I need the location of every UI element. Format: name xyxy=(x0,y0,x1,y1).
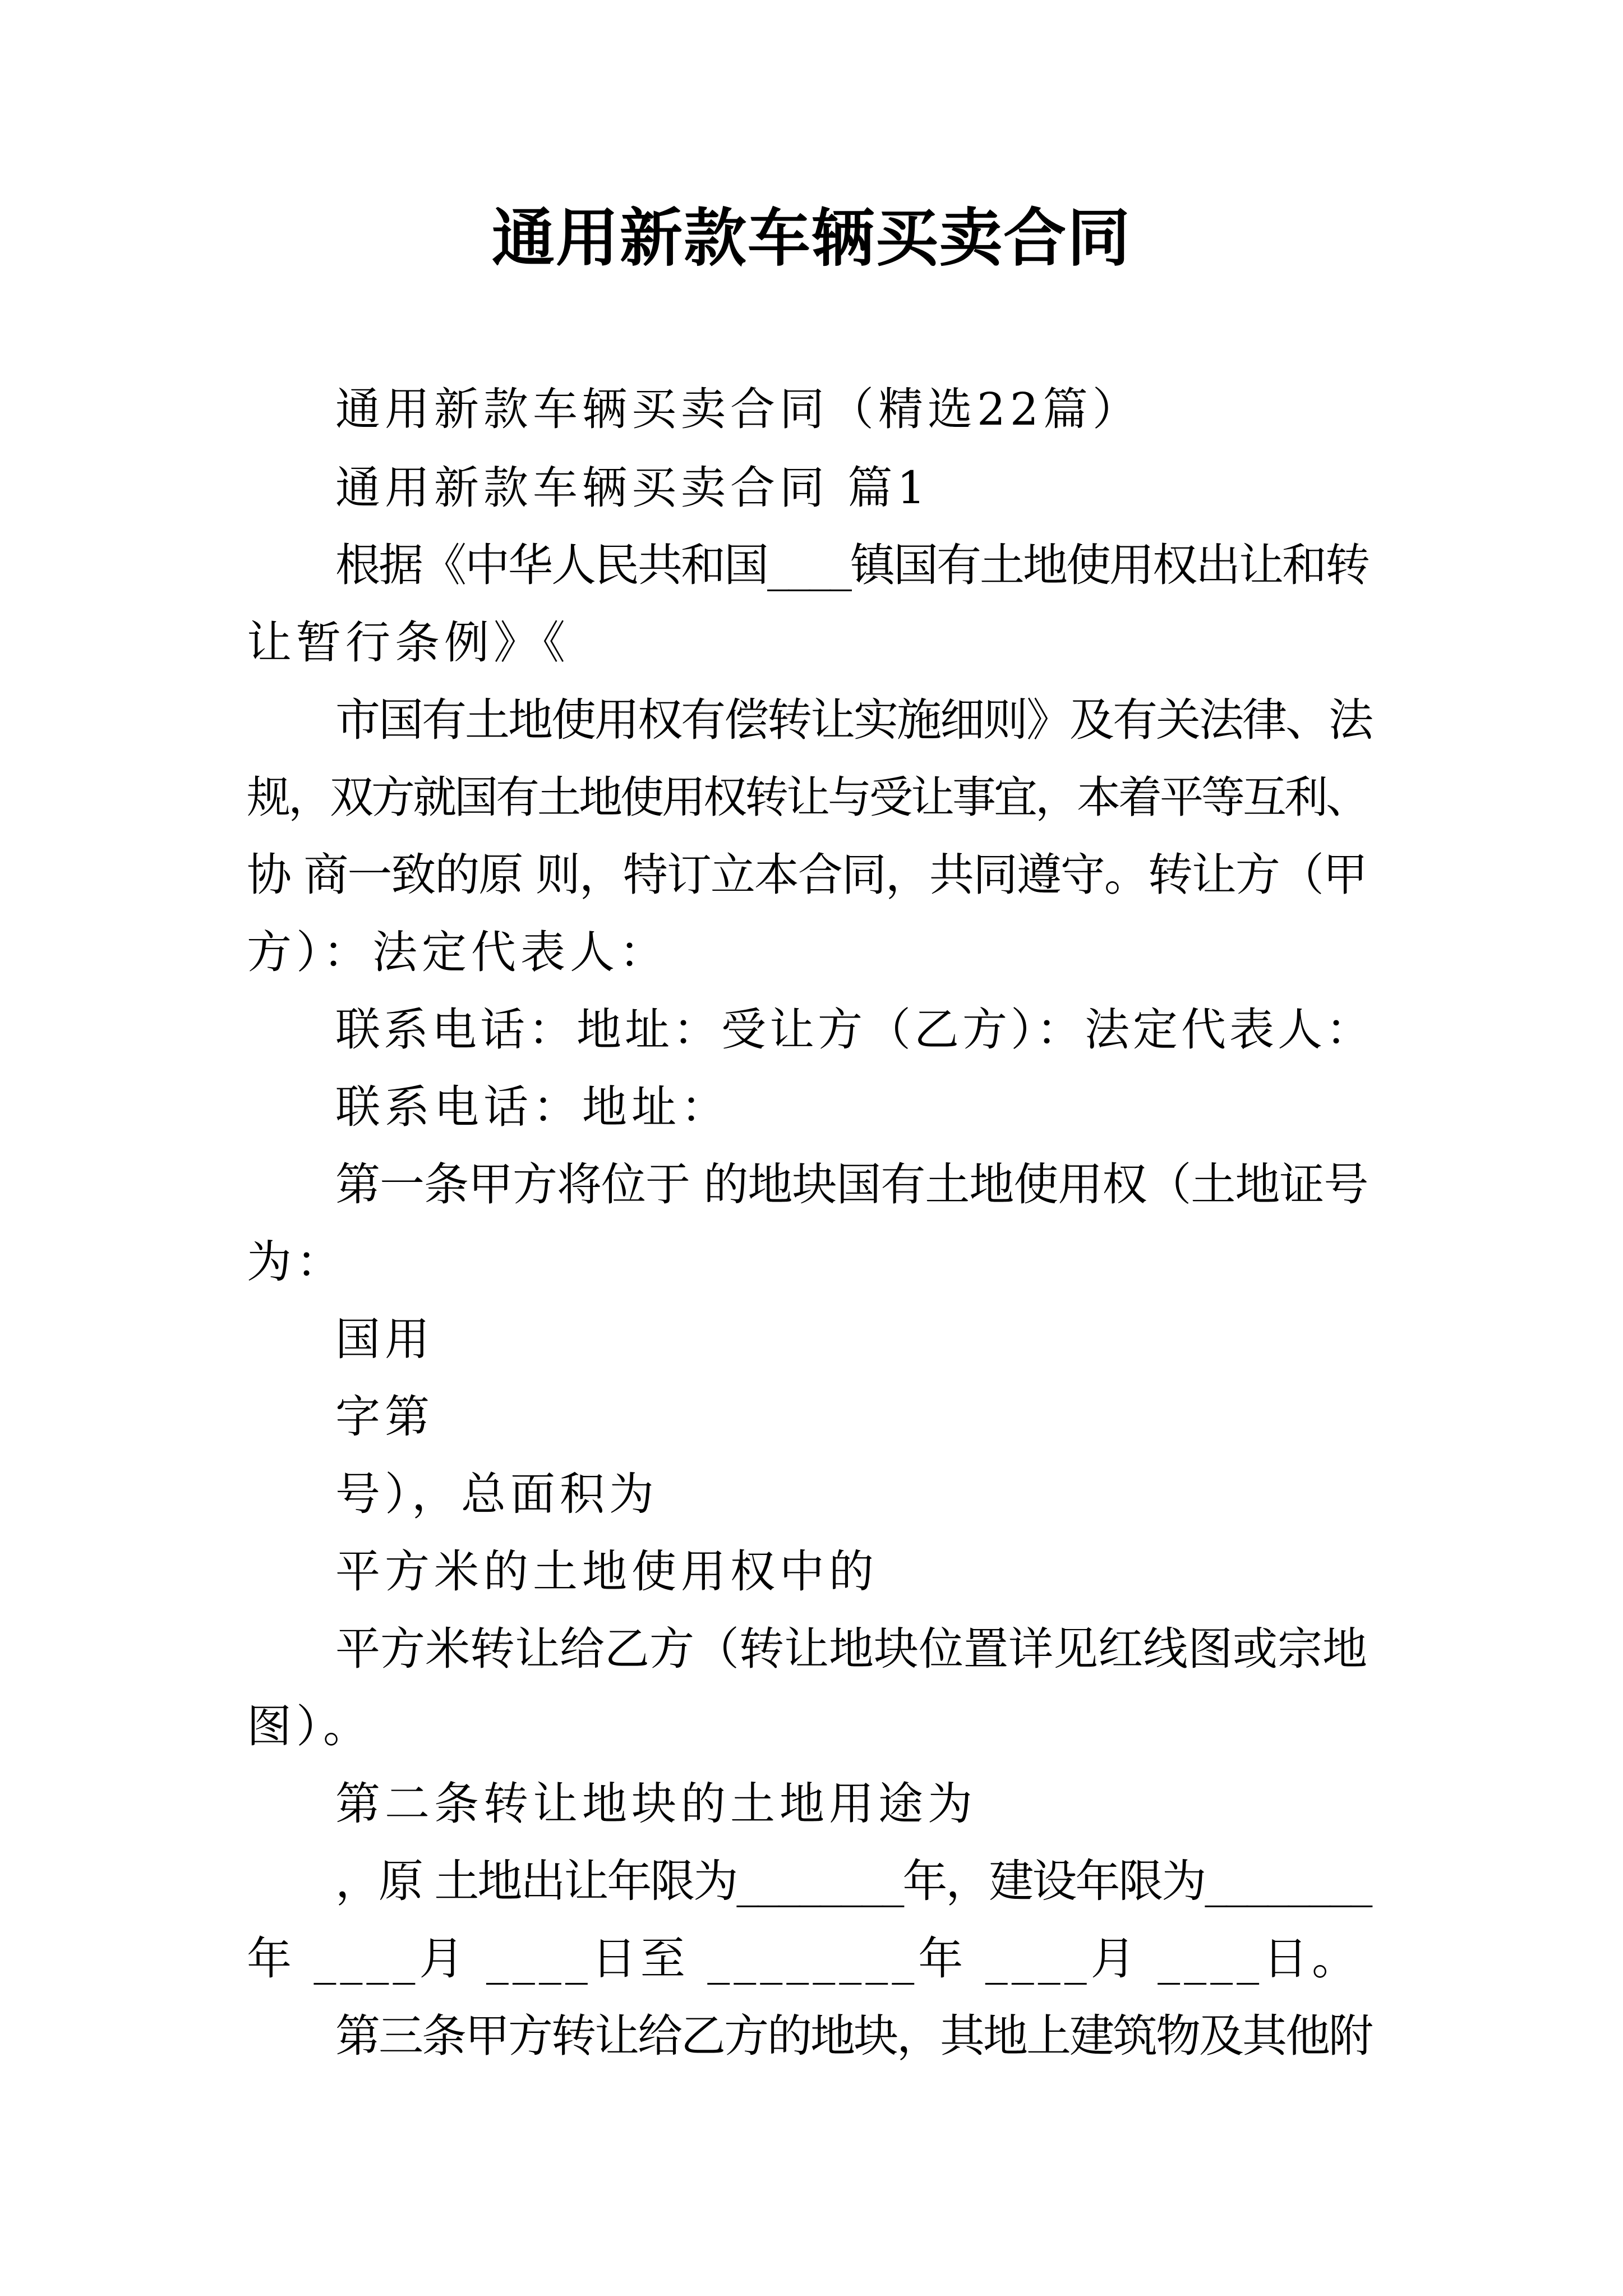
body-line: 方）：法定代表人： xyxy=(247,926,668,978)
body-line: 年 ____月 ____日至 ________年 ____月 ____日。 xyxy=(247,1932,1361,1985)
body-line: 第一条甲方将位于 的地块国有土地使用权（土地证号 xyxy=(335,1158,1368,1211)
body-line: 国用 xyxy=(335,1313,434,1365)
body-line: 让暂行条例》《 xyxy=(247,616,570,669)
body-line: 联系电话：地址：受让方（乙方）：法定代表人： xyxy=(335,1004,1374,1056)
body-line: 平方米的土地使用权中的 xyxy=(335,1545,878,1598)
body-line: 为： xyxy=(247,1236,345,1288)
body-line: 市国有土地使用权有偿转让实施细则》及有关法律、法 xyxy=(335,694,1372,746)
body-line: 通用新款车辆买卖合同 篇1 xyxy=(335,462,930,514)
body-line: 协 商一致的原 则，特订立本合同，共同遵守。转让方（甲 xyxy=(247,849,1367,901)
body-line: 号），总面积为 xyxy=(335,1468,658,1520)
body-line: 平方米转让给乙方（转让地块位置详见红线图或宗地 xyxy=(335,1623,1367,1675)
body-line: 第二条转让地块的土地用途为 xyxy=(335,1778,977,1830)
body-line: ，原 土地出让年限为________年，建设年限为________ xyxy=(335,1855,1371,1907)
body-line: 字第 xyxy=(335,1391,434,1443)
document-title: 通用新款车辆买卖合同 xyxy=(492,201,1131,275)
body-line: 第三条甲方转让给乙方的地块，其地上建筑物及其他附 xyxy=(335,2010,1372,2062)
body-line: 通用新款车辆买卖合同（精选22篇） xyxy=(335,383,1142,435)
body-line: 联系电话：地址： xyxy=(335,1081,730,1133)
body-line: 图）。 xyxy=(247,1700,372,1752)
body-line: 规，双方就国有土地使用权转让与受让事宜，本着平等互利、 xyxy=(247,772,1368,823)
body-line: 根据《中华人民共和国____镇国有土地使用权出让和转 xyxy=(335,539,1368,591)
